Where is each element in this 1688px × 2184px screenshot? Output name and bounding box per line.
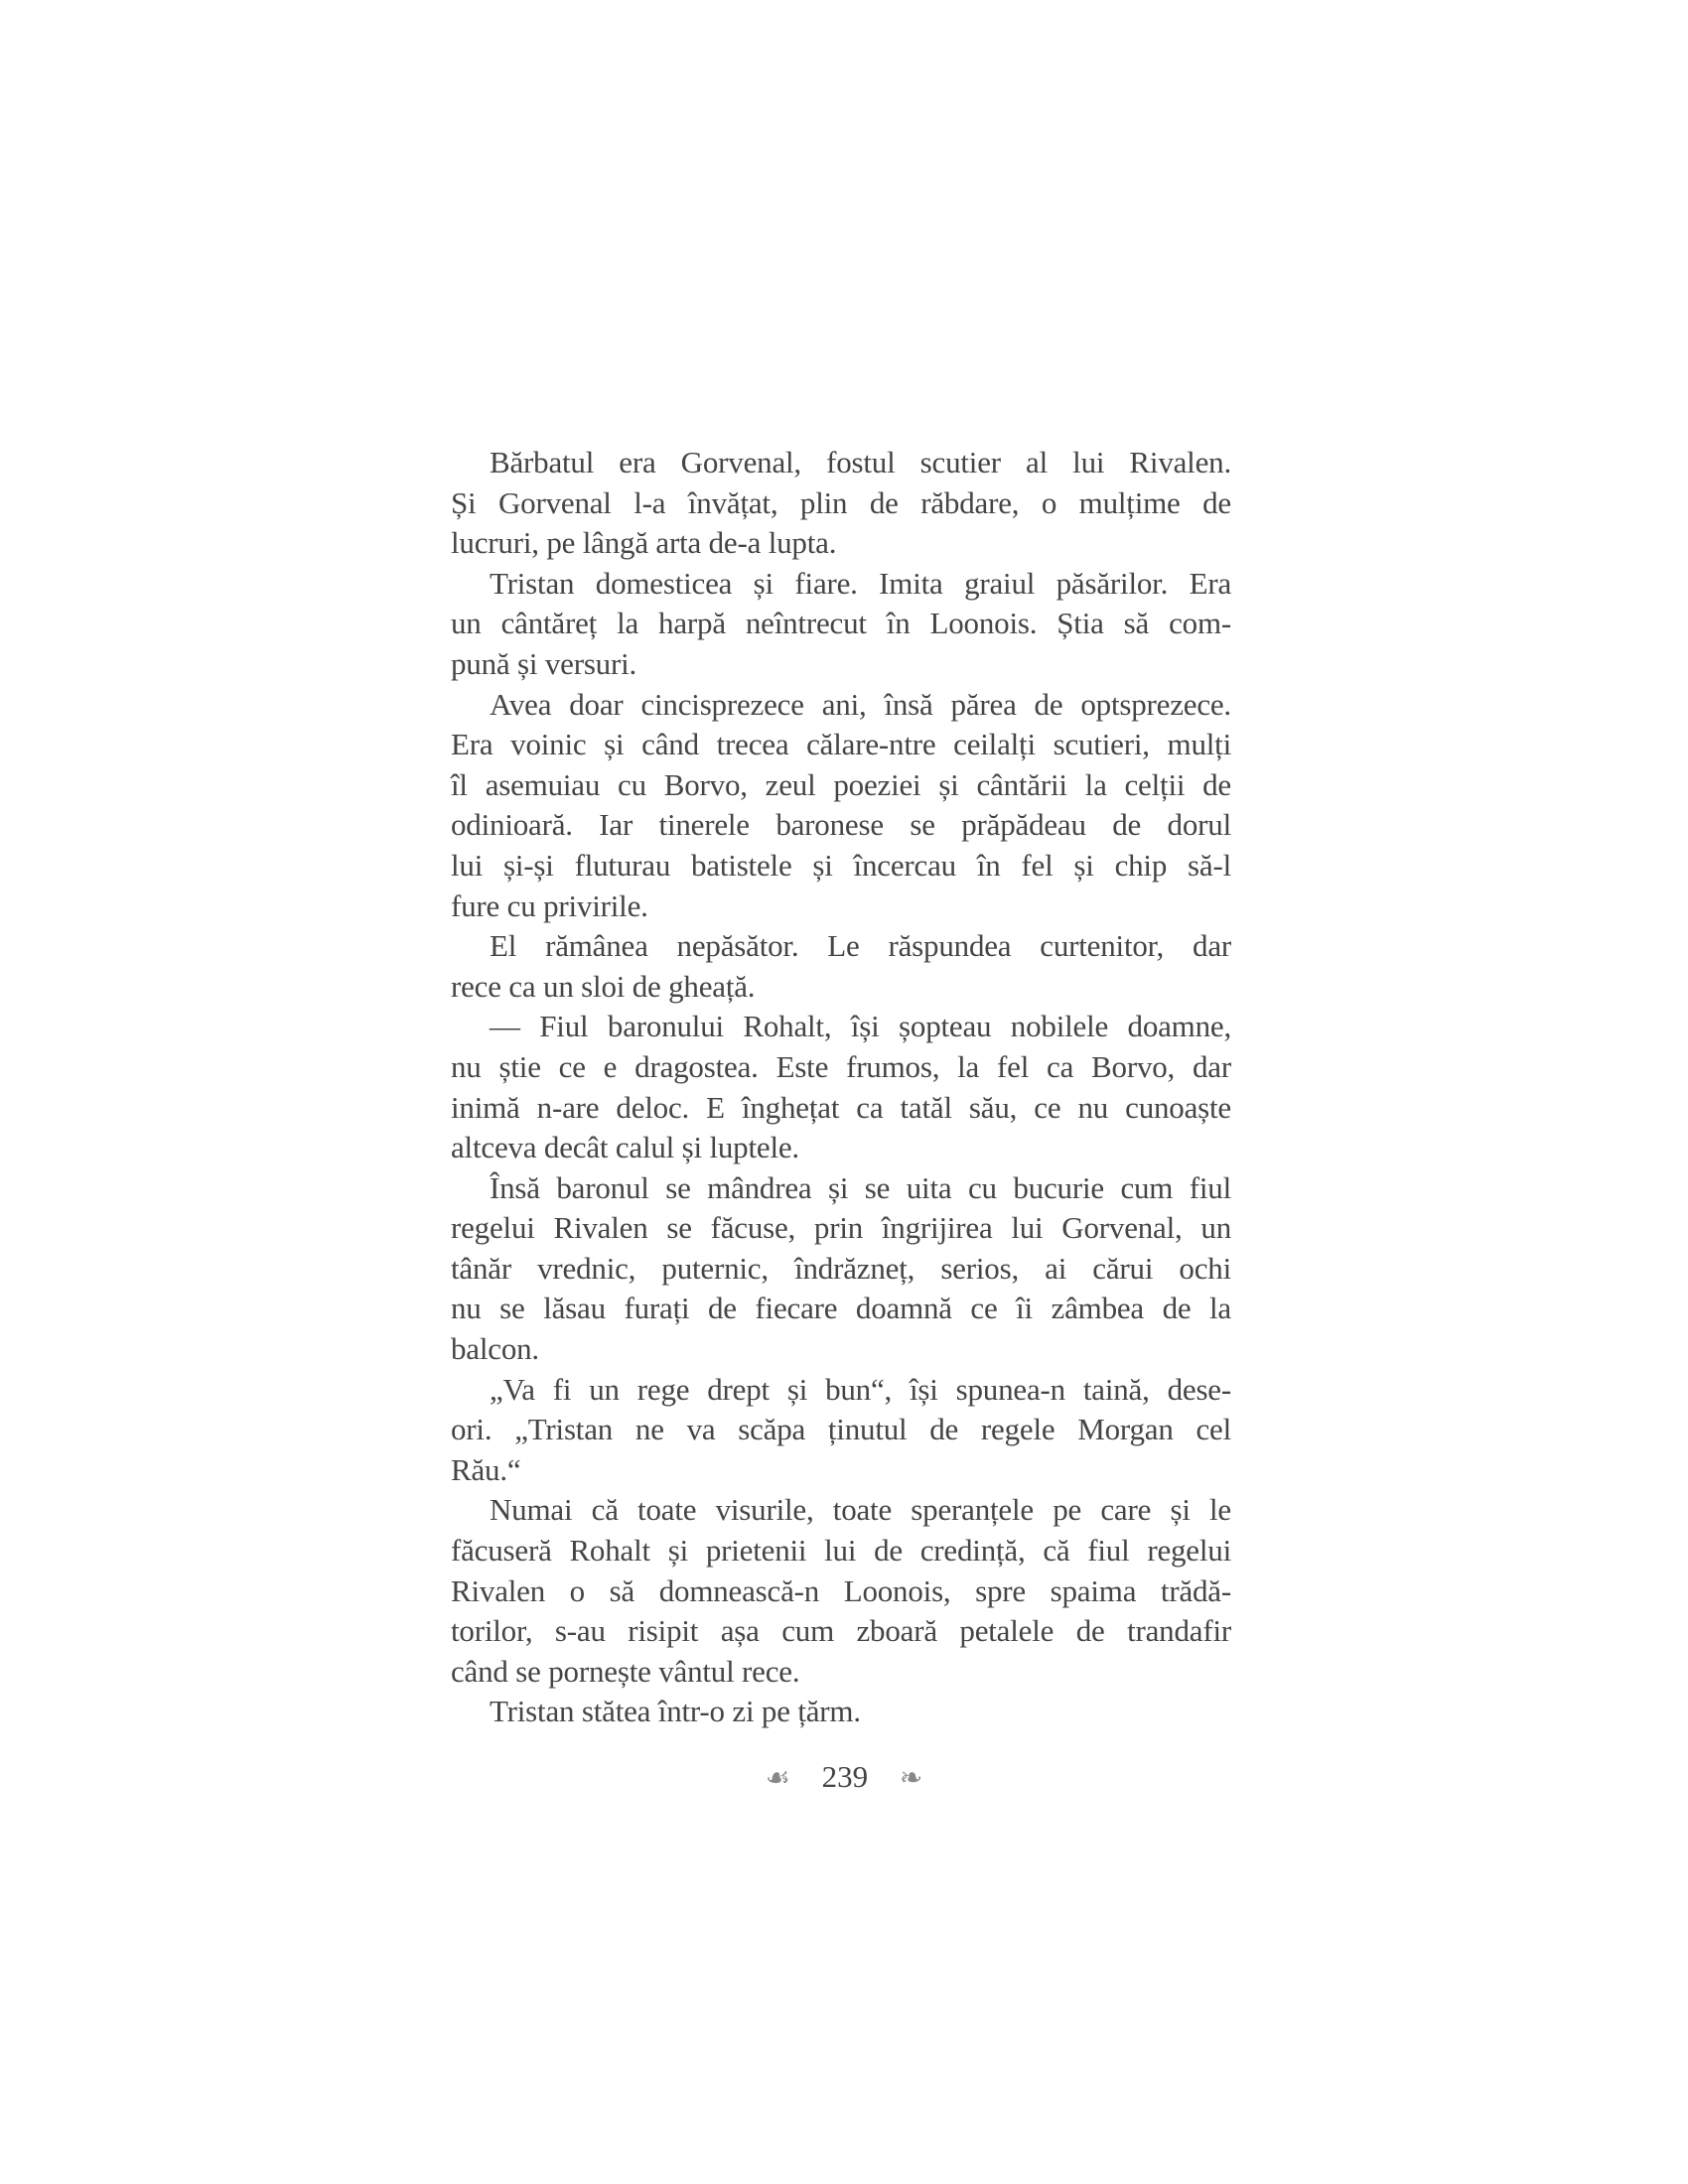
text-line: nu se lăsau furați de fiecare doamnă ce îi zâmbea de la xyxy=(451,1291,1231,1326)
text-line: un cântăreț la harpă neîntrecut în Loonois. Știa să com- xyxy=(451,606,1231,641)
text-line: torilor, s-au risipit așa cum zboară petalele de trandafir xyxy=(451,1613,1231,1649)
body-text xyxy=(451,443,1231,1732)
text-line: Însă baronul se mândrea și se uita cu bucurie cum fiul xyxy=(490,1169,1231,1205)
text-line: îl asemuiau cu Borvo, zeul poeziei și cântării la celții de xyxy=(451,766,1231,802)
text-line: lucruri, pe lângă arta de-a lupta. xyxy=(451,525,837,561)
text-line: Și Gorvenal l-a învățat, plin de răbdare, o mulțime de xyxy=(451,484,1231,520)
text-line: nu știe ce e dragostea. Este frumos, la fel ca Borvo, dar xyxy=(451,1048,1231,1084)
text-line: când se pornește vântul rece. xyxy=(451,1653,800,1689)
text-line: Bărbatul era Gorvenal, fostul scutier al lui Rivalen. xyxy=(490,445,1231,479)
paragraph xyxy=(451,685,1231,927)
text-line: ori. „Tristan ne va scăpa ținutul de regele Morgan cel xyxy=(451,1412,1231,1447)
paragraph xyxy=(451,1692,1231,1732)
text-line: El rămânea nepăsător. Le răspundea curtenitor, dar xyxy=(490,928,1231,964)
text-line: rece ca un sloi de gheață. xyxy=(451,968,756,1004)
paragraph xyxy=(451,443,1231,564)
text-line: Rivalen o să domnească-n Loonois, spre spaima trădă- xyxy=(451,1572,1231,1608)
text-line: pună și versuri. xyxy=(451,645,637,681)
ornament-left-icon: ☙ xyxy=(765,1763,790,1794)
paragraph xyxy=(451,1370,1231,1491)
page-footer xyxy=(0,1759,1688,1795)
text-line: lui și-și fluturau batistele și încercau în fel și chip să-l xyxy=(451,847,1231,883)
text-line: „Va fi un rege drept și bun“, își spunea-n taină, dese- xyxy=(490,1371,1231,1407)
paragraph xyxy=(451,926,1231,1007)
text-line: inimă n-are deloc. E înghețat ca tatăl său, ce nu cunoaște xyxy=(451,1089,1231,1125)
text-line: tânăr vrednic, puternic, îndrăzneț, serios, ai cărui ochi xyxy=(451,1250,1231,1286)
paragraph xyxy=(451,1490,1231,1692)
paragraph xyxy=(451,564,1231,685)
text-line: Era voinic și când trecea călare-ntre ceilalți scutieri, mulți xyxy=(451,727,1231,762)
text-line: altceva decât calul și luptele. xyxy=(451,1130,799,1165)
text-line: Avea doar cincisprezece ani, însă părea de optsprezece. xyxy=(490,686,1231,722)
text-line: regelui Rivalen se făcuse, prin îngrijirea lui Gorvenal, un xyxy=(451,1210,1231,1246)
paragraph xyxy=(451,1168,1231,1370)
text-line: odinioară. Iar tinerele baronese se prăpădeau de dorul xyxy=(451,807,1231,843)
text-line: — Fiul baronului Rohalt, își șopteau nobilele doamne, xyxy=(490,1009,1231,1044)
text-line: balcon. xyxy=(451,1331,539,1367)
text-line: Tristan stătea într-o zi pe țărm. xyxy=(490,1694,861,1729)
text-line: Tristan domesticea și fiare. Imita graiul păsărilor. Era xyxy=(490,565,1231,601)
ornament-right-icon: ❧ xyxy=(899,1763,923,1794)
text-line: făcuseră Rohalt și prietenii lui de credință, că fiul regelui xyxy=(451,1533,1231,1569)
text-line: Numai că toate visurile, toate speranțele pe care și le xyxy=(490,1492,1231,1528)
paragraph xyxy=(451,1007,1231,1167)
page-number: 239 xyxy=(821,1759,869,1794)
text-line: fure cu privirile. xyxy=(451,887,648,923)
text-line: Rău.“ xyxy=(451,1451,521,1487)
